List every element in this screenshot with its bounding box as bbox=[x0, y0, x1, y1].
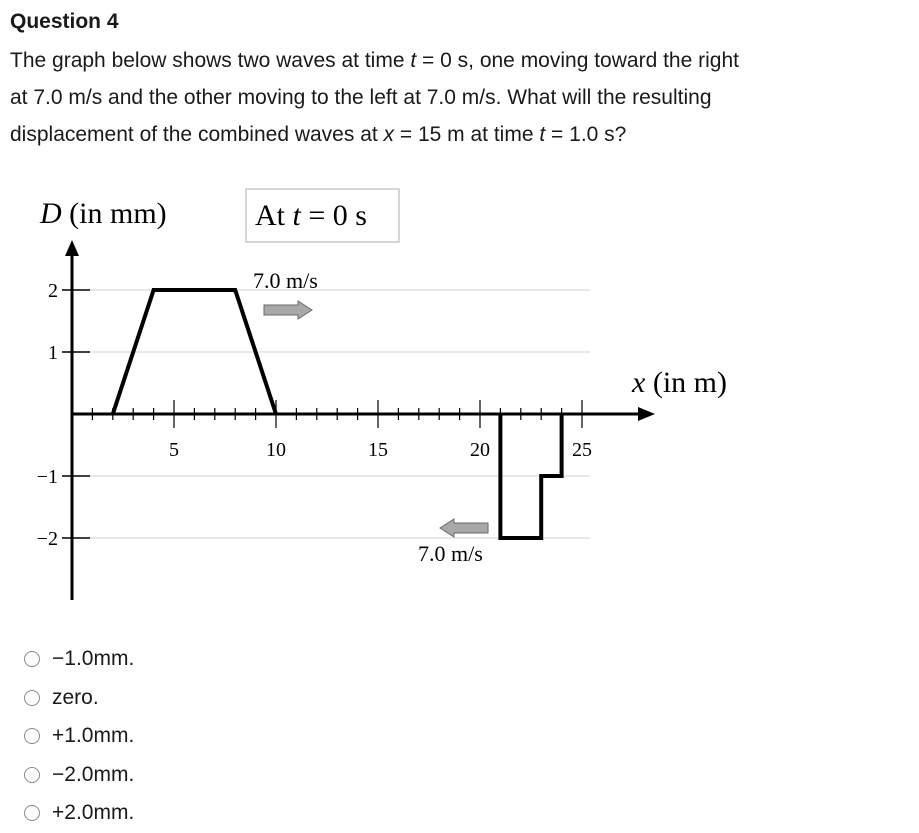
answer-choices bbox=[24, 640, 134, 833]
choice-label: zero. bbox=[52, 685, 99, 709]
y-tick-label: −2 bbox=[36, 528, 58, 550]
radio-button[interactable] bbox=[24, 805, 40, 821]
y-tick-label: −1 bbox=[36, 466, 58, 488]
x-tick-label: 25 bbox=[572, 439, 592, 461]
x-axis-arrowhead bbox=[638, 407, 655, 421]
choice-option-5[interactable] bbox=[24, 794, 134, 833]
choice-label: +1.0mm. bbox=[52, 724, 135, 748]
choice-option-1[interactable] bbox=[24, 640, 134, 679]
x-tick-label: 5 bbox=[169, 439, 179, 461]
question-title: Question 4 bbox=[10, 10, 119, 33]
chart-title: At t = 0 s bbox=[255, 199, 367, 232]
choice-label: +2.0mm. bbox=[52, 801, 135, 825]
choice-option-2[interactable] bbox=[24, 679, 134, 718]
choice-label: −1.0mm. bbox=[52, 647, 135, 671]
choice-option-4[interactable] bbox=[24, 756, 134, 795]
choice-option-3[interactable] bbox=[24, 717, 134, 756]
question-text: The graph below shows two waves at time t = 0 s, one moving toward the right at 7.0 m/s and the other moving to the left at 7.0 m/s. What will the resulting displacement of the combined waves at x = 15 m at time t = 1.0 s? bbox=[10, 49, 739, 146]
choice-label: −2.0mm. bbox=[52, 762, 135, 786]
x-axis-label: x (in m) bbox=[632, 366, 727, 399]
y-axis-label: D (in mm) bbox=[40, 197, 167, 230]
velocity-label-left: 7.0 m/s bbox=[418, 541, 483, 566]
radio-button[interactable] bbox=[24, 767, 40, 783]
x-tick-label: 20 bbox=[470, 439, 490, 461]
velocity-annotations bbox=[253, 268, 488, 566]
radio-button[interactable] bbox=[24, 690, 40, 706]
x-tick-label: 10 bbox=[266, 439, 286, 461]
radio-button[interactable] bbox=[24, 728, 40, 744]
y-tick-label: 2 bbox=[48, 280, 58, 302]
radio-button[interactable] bbox=[24, 651, 40, 667]
velocity-label-right: 7.0 m/s bbox=[253, 268, 318, 293]
x-tick-label: 15 bbox=[368, 439, 388, 461]
y-axis-arrowhead bbox=[65, 240, 79, 256]
y-tick-label: 1 bbox=[48, 342, 58, 364]
arrow-left bbox=[440, 519, 488, 537]
wave-graph bbox=[0, 180, 919, 620]
arrow-right bbox=[264, 301, 312, 319]
